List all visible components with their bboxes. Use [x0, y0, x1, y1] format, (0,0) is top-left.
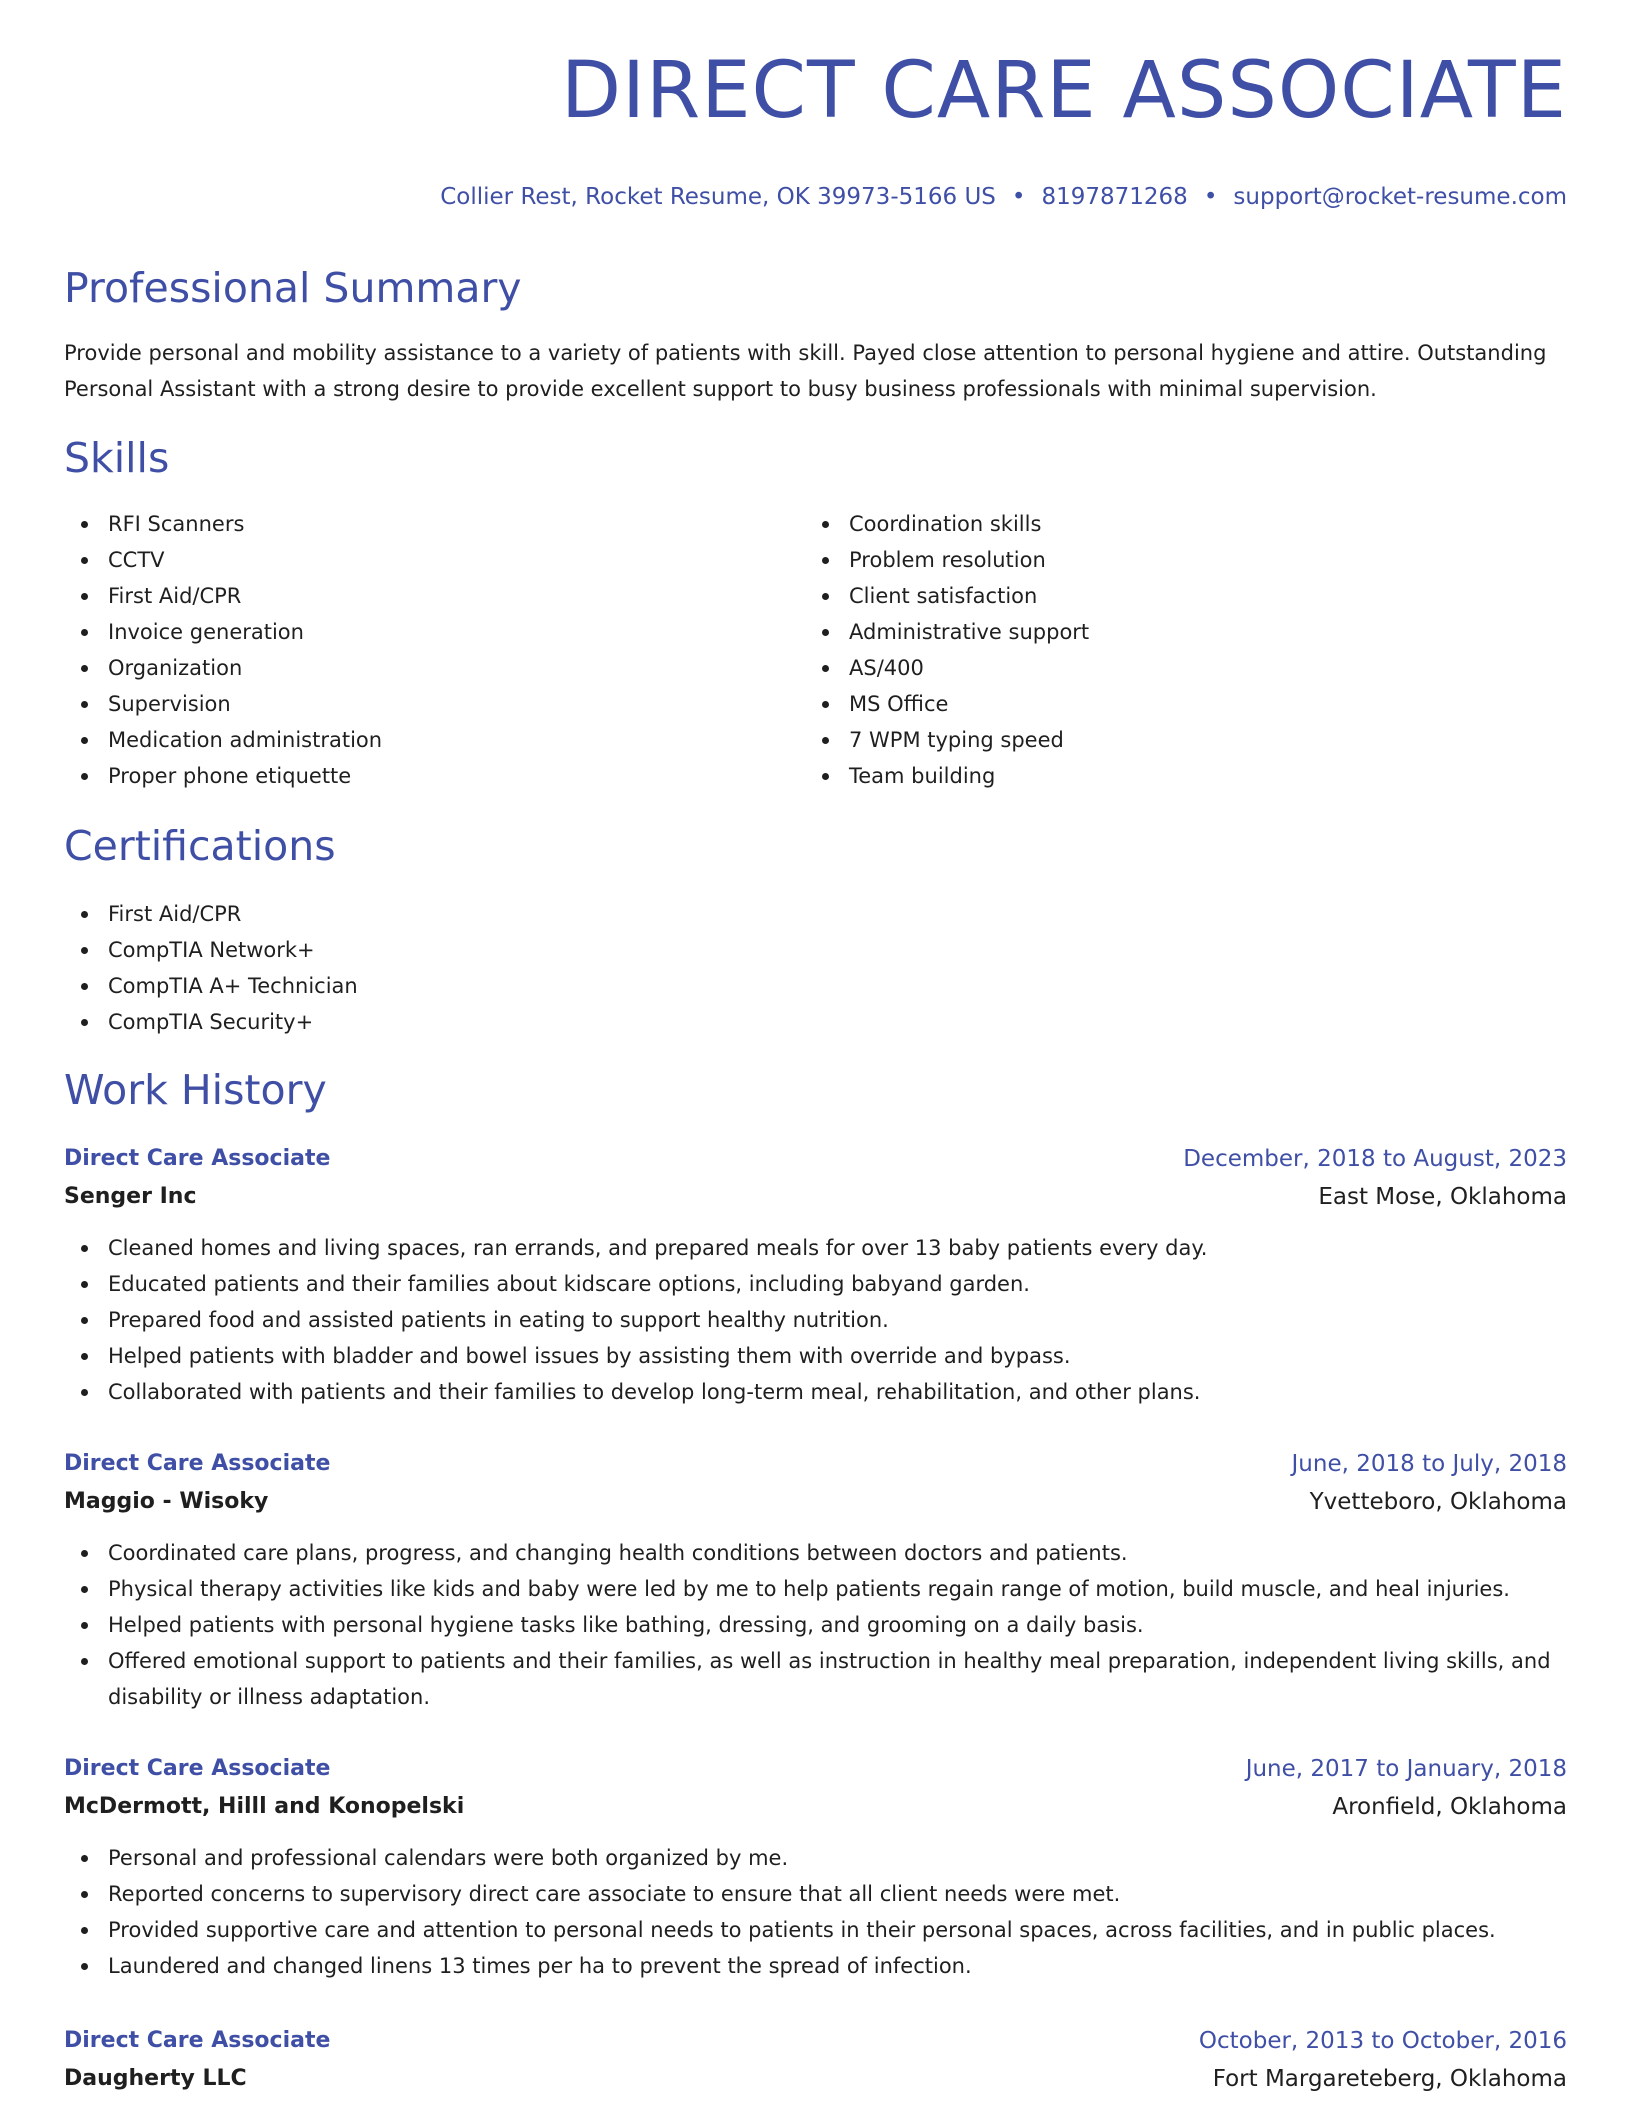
summary-text: Provide personal and mobility assistance to a variety of patients with skill. Payed close attention to personal hygiene and attire. Outstanding Personal Assistant with a strong desire to provide excellent support to busy business professionals with minimal supervision. — [64, 341, 1547, 401]
certifications-heading: Certifications — [64, 822, 336, 870]
job-title: Direct Care Associate — [64, 1451, 331, 1476]
list-item: Problem resolution — [805, 542, 1545, 578]
list-item: Organization — [64, 650, 804, 686]
job-dates: October, 2013 to October, 2016 — [1198, 2028, 1567, 2054]
list-item: CCTV — [64, 542, 804, 578]
job-company: Maggio - Wisoky — [64, 1489, 269, 1514]
list-item: Cleaned homes and living spaces, ran errands, and prepared meals for over 13 baby patients every day. — [64, 1230, 1567, 1266]
list-item: CompTIA Security+ — [64, 1004, 1567, 1040]
contact-line — [440, 182, 1567, 212]
job-header-row — [64, 1140, 1567, 1178]
list-item: First Aid/CPR — [64, 578, 804, 614]
list-item: Coordination skills — [805, 506, 1545, 542]
job-entry — [64, 1445, 1567, 1715]
job-entry — [64, 1140, 1567, 1410]
list-item: AS/400 — [805, 650, 1545, 686]
list-item: Administrative support — [805, 614, 1545, 650]
job-header-row — [64, 1750, 1567, 1788]
list-item: Reported concerns to supervisory direct care associate to ensure that all client needs were met. — [64, 1876, 1567, 1912]
contact-phone: 8197871268 — [1041, 184, 1188, 210]
job-company: Daugherty LLC — [64, 2066, 247, 2091]
list-item: 7 WPM typing speed — [805, 722, 1545, 758]
list-item: Coordinated care plans, progress, and changing health conditions between doctors and patients. — [64, 1535, 1567, 1571]
list-item: Provided supportive care and attention to personal needs to patients in their personal spaces, across facilities, and in public places. — [64, 1912, 1567, 1948]
list-item: Invoice generation — [64, 614, 804, 650]
job-company-row — [64, 1788, 1567, 1826]
job-location: Yvetteboro, Oklahoma — [1309, 1489, 1567, 1515]
job-location: Fort Margareteberg, Oklahoma — [1212, 2066, 1567, 2092]
job-company-row — [64, 2060, 1567, 2098]
job-company-row — [64, 1483, 1567, 1521]
job-company: Senger Inc — [64, 1184, 197, 1209]
list-item: Client satisfaction — [805, 578, 1545, 614]
list-item: Prepared food and assisted patients in eating to support healthy nutrition. — [64, 1302, 1567, 1338]
job-dates: December, 2018 to August, 2023 — [1183, 1146, 1567, 1172]
list-item: Personal and professional calendars were both organized by me. — [64, 1840, 1567, 1876]
job-header-row — [64, 1445, 1567, 1483]
job-location: Aronfield, Oklahoma — [1332, 1794, 1567, 1820]
skills-heading: Skills — [64, 434, 170, 482]
job-entry — [64, 1750, 1567, 1984]
job-bullets — [64, 1230, 1567, 1410]
list-item: RFI Scanners — [64, 506, 804, 542]
list-item: Educated patients and their families about kidscare options, including babyand garden. — [64, 1266, 1567, 1302]
list-item: Helped patients with bladder and bowel issues by assisting them with override and bypass. — [64, 1338, 1567, 1374]
job-entry — [64, 2022, 1567, 2098]
job-dates: June, 2017 to January, 2018 — [1245, 1756, 1567, 1782]
list-item: CompTIA A+ Technician — [64, 968, 1567, 1004]
list-item: CompTIA Network+ — [64, 932, 1567, 968]
job-dates: June, 2018 to July, 2018 — [1291, 1451, 1567, 1477]
list-item: Collaborated with patients and their families to develop long-term meal, rehabilitation, and other plans. — [64, 1374, 1567, 1410]
contact-separator: • — [1203, 184, 1218, 210]
job-title: Direct Care Associate — [64, 1146, 331, 1171]
job-company: McDermott, Hilll and Konopelski — [64, 1794, 465, 1819]
list-item: Medication administration — [64, 722, 804, 758]
job-title: Direct Care Associate — [64, 2028, 331, 2053]
list-item: Physical therapy activities like kids and baby were led by me to help patients regain range of motion, build muscle, and heal injuries. — [64, 1571, 1567, 1607]
resume-name: DIRECT CARE ASSOCIATE — [560, 46, 1567, 136]
job-bullets — [64, 1840, 1567, 1984]
certifications-list — [64, 896, 1567, 1040]
work-history-heading: Work History — [64, 1066, 327, 1114]
contact-separator: • — [1011, 184, 1026, 210]
job-header-row — [64, 2022, 1567, 2060]
skills-list-right — [805, 506, 1545, 794]
job-title: Direct Care Associate — [64, 1756, 331, 1781]
list-item: Proper phone etiquette — [64, 758, 804, 794]
summary-heading: Professional Summary — [64, 264, 522, 312]
list-item: Helped patients with personal hygiene tasks like bathing, dressing, and grooming on a daily basis. — [64, 1607, 1567, 1643]
list-item: Laundered and changed linens 13 times per ha to prevent the spread of infection. — [64, 1948, 1567, 1984]
skills-list-left — [64, 506, 804, 794]
contact-address: Collier Rest, Rocket Resume, OK 39973-5166 US — [440, 184, 996, 210]
list-item: Team building — [805, 758, 1545, 794]
contact-email[interactable]: support@rocket-resume.com — [1233, 184, 1567, 210]
job-bullets — [64, 1535, 1567, 1715]
job-company-row — [64, 1178, 1567, 1216]
list-item: First Aid/CPR — [64, 896, 1567, 932]
list-item: Supervision — [64, 686, 804, 722]
list-item: Offered emotional support to patients and their families, as well as instruction in healthy meal preparation, independent living skills, and disability or illness adaptation. — [64, 1643, 1567, 1715]
list-item: MS Office — [805, 686, 1545, 722]
job-location: East Mose, Oklahoma — [1318, 1184, 1567, 1210]
